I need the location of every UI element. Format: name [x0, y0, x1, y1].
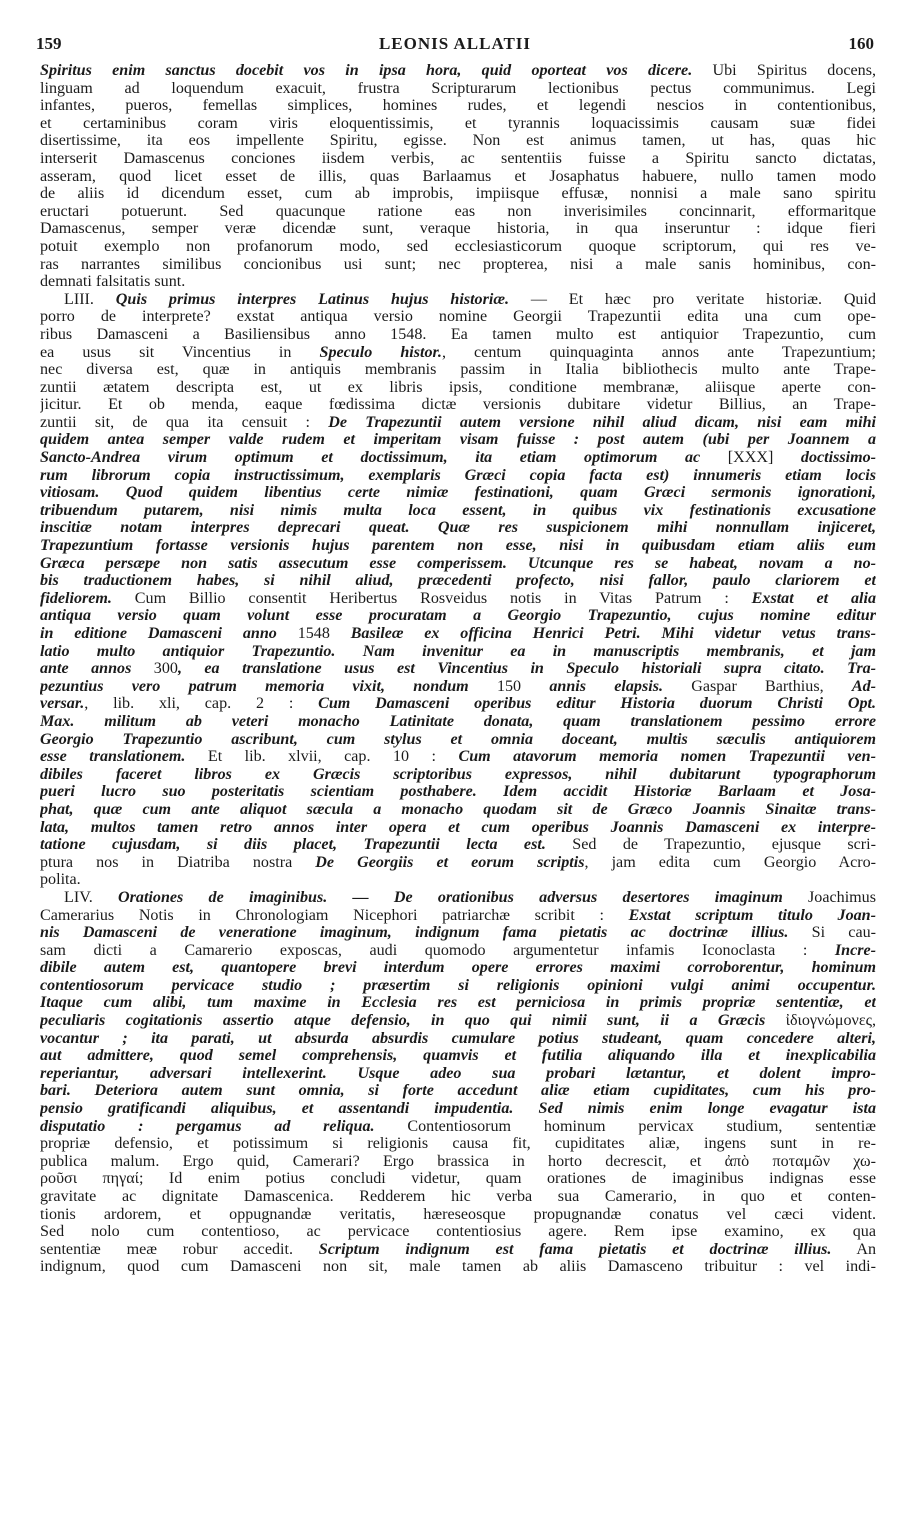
text-run: demnati falsitatis sunt. — [40, 273, 186, 291]
text-run: sententiæ meæ robur accedit. — [40, 1240, 319, 1258]
text-line — [40, 977, 876, 995]
italic-text-run: Cum atavorum memoria nomen Trapezuntii ven- — [458, 748, 876, 766]
italic-text-run: Incre- — [834, 941, 876, 959]
text-run: 1548 — [297, 625, 330, 642]
page-number-right: 160 — [848, 34, 874, 53]
text-line — [40, 854, 876, 872]
text-line — [40, 326, 876, 344]
text-run: ἰδιογνώμονες, — [785, 1012, 876, 1030]
text-line — [40, 695, 876, 713]
text-line — [40, 713, 876, 731]
text-line — [40, 836, 876, 854]
text-line — [40, 660, 876, 678]
text-run: Damascenus, semper veræ dicendæ sunt, veraque historia, in qua inseruntur : idque fieri — [40, 220, 876, 238]
text-line — [40, 1241, 876, 1259]
italic-text-run: , ea translatione usus est Vincentius in Speculo historiali supra citato. Tra- — [177, 660, 876, 678]
italic-text-run: pensio gratificandi aliquibus, et assentandi impudentia. Sed nimis enim longe evagatur ista — [40, 1100, 876, 1118]
text-line — [40, 431, 876, 449]
text-line — [40, 80, 876, 98]
text-run: — Et hæc pro veritate historiæ. Quid — [509, 290, 876, 308]
text-line — [40, 414, 876, 432]
italic-text-run: antiqua versio quam volunt esse procuratam a Georgio Trapezuntio, cujus nomine editur — [40, 607, 876, 625]
text-line — [40, 731, 876, 749]
text-run: Sed de Trapezuntio, ejusque scri- — [545, 836, 876, 854]
italic-text-run: Ad- — [851, 677, 876, 695]
text-run: porro de interprete? exstat antiqua versio nomine Georgii Trapezuntii edita una cum ope- — [40, 308, 876, 326]
text-run: interserit Damascenus conciones iisdem verbis, ac sententiis fuisse a Spiritu sancto dictatas, — [40, 149, 876, 167]
italic-text-run: De Georgiis et eorum scriptis — [315, 853, 585, 871]
text-run: de aliis id dicendum esset, cum ab improbis, impiisque effusæ, nonnisi a male sano spiritu — [40, 185, 876, 203]
text-run: disertissime, ita eos impellente Spiritu, egisse. Non est animus tamen, ut has, quas hic — [40, 132, 876, 150]
text-line — [40, 484, 876, 502]
text-line — [40, 150, 876, 168]
text-run: tionis ardorem, et oppugnandæ veritatis, hæreseosque propugnandæ conatus vel cæci vident. — [40, 1205, 876, 1223]
text-line — [40, 519, 876, 537]
text-line — [40, 1223, 876, 1241]
text-run: indignum, quod cum Damasceni non sit, male tamen ab aliis Damasceno tribuitur : vel indi- — [40, 1258, 876, 1276]
text-run: ea usus sit Vincentius in — [40, 343, 320, 361]
italic-text-run: vitiosam. Quod quidem libentius certe nimiæ festinationi, quam Græci sermonis ignorationi, — [40, 484, 876, 502]
italic-text-run: Sancto-Andrea virum optimum et doctissimum, ita etiam optimorum ac — [40, 449, 728, 467]
italic-text-run: Trapezuntium fortasse versionis hujus parentem non esse, nisi in quibusdam etiam aliis eum — [40, 537, 876, 555]
text-line — [40, 924, 876, 942]
running-title: LEONIS ALLATII — [378, 34, 532, 53]
italic-text-run: tribuendum putarem, nisi nimis multa loca essent, in quibus vix festinationis excusatione — [40, 501, 876, 519]
text-line — [40, 748, 876, 766]
text-line — [40, 1012, 876, 1030]
text-line — [40, 132, 876, 150]
italic-text-run: in editione Damasceni anno — [40, 625, 298, 642]
italic-text-run: contentiosorum pervicace studio ; præsertim si religionis opinioni vulgi animi occupentur. — [40, 976, 876, 994]
italic-text-run: doctissimo- — [773, 449, 876, 467]
italic-text-run: quidem antea semper valde rudem et imperitam visam fuisse : post autem (ubi per Joannem a — [40, 431, 876, 449]
text-line — [40, 607, 876, 625]
text-line — [40, 643, 876, 661]
text-line — [40, 625, 876, 643]
text-run: zuntii ætatem descripta est, ut ex libris ipsis, conditione membranæ, aliisque aperte con- — [40, 378, 876, 396]
italic-text-run: annis elapsis. — [521, 677, 663, 695]
italic-text-run: disputatio : pergamus ad reliqua. — [40, 1117, 375, 1135]
text-run: et certaminibus coram viris eloquentissimis, et tyrannis loquacissimis causam suæ fidei — [40, 114, 876, 132]
italic-text-run: dibile autem est, quantopere brevi interdum opere errores maximi corroborentur, hominum — [40, 959, 876, 977]
text-run: infantes, pueros, femellas simplices, homines rudes, et legendi nescios in contentionibus, — [40, 97, 876, 115]
italic-text-run: aut admittere, quod semel comprehensis, quamvis et futilia aliquando illa et inexplicabilia — [40, 1047, 876, 1065]
text-line — [40, 1170, 876, 1188]
text-line — [40, 502, 876, 520]
text-line — [40, 256, 876, 274]
page-number-left: 159 — [36, 34, 62, 53]
italic-text-run: phat, quæ cum ante aliquot sæcula a monacho quodam sit de Græco Joannis Sinaitæ trans- — [40, 800, 876, 818]
text-run: sam dicti a Camarerio exposcas, audi quomodo argumentetur infamis Iconoclasta : — [40, 941, 835, 959]
text-line — [40, 203, 876, 221]
text-run: , lib. xli, cap. 2 : — [84, 695, 319, 713]
italic-text-run: Spiritus enim sanctus docebit vos in ipsa hora, quid oporteat vos dicere. — [40, 62, 693, 79]
text-line — [40, 907, 876, 925]
italic-text-run: pezuntius vero patrum memoria vixit, nondum — [40, 677, 497, 695]
text-run: nec diversa est, quæ in antiquis membranis passim in Italia bibliothecis multo ante Trape- — [40, 361, 876, 379]
text-run: zuntii sit, de qua ita censuit : — [40, 413, 329, 431]
text-run: gravitate ac dignitate Damascenica. Redderem hic verba sua Camerario, in quo et conten- — [40, 1188, 876, 1205]
italic-text-run: Quis primus interpres Latinus hujus historiæ. — [115, 290, 509, 308]
text-line — [40, 537, 876, 555]
text-line — [40, 396, 876, 414]
italic-text-run: Scriptum indignum est fama pietatis et doctrinæ illius. — [318, 1240, 832, 1258]
text-line — [40, 942, 876, 960]
text-line — [40, 555, 876, 573]
italic-text-run: Exstat scriptum titulo Joan- — [628, 906, 876, 924]
text-run: Ubi Spiritus docens, — [692, 62, 876, 79]
text-run: Et lib. xlvii, cap. 10 : — [185, 748, 459, 766]
text-line — [40, 168, 876, 186]
text-run: polita. — [40, 871, 81, 889]
italic-text-run: bari. Deteriora autem sunt omnia, si forte accedunt aliæ etiam cupiditates, cum his pro- — [40, 1082, 876, 1100]
text-run: Gaspar Barthius, — [662, 677, 852, 695]
text-line — [40, 115, 876, 133]
text-line — [40, 801, 876, 819]
italic-text-run: lata, multos tamen retro annos inter opera et cum operibus Joannis Damasceni ex interpre- — [40, 818, 876, 836]
text-run: publica malum. Ergo quid, Camerari? Ergo brassica in horto decrescit, et ἀπὸ ποταμῶν χω- — [40, 1152, 876, 1170]
text-line — [40, 291, 876, 309]
italic-text-run: Orationes de imaginibus. — De orationibus adversus desertores imaginum — [118, 888, 783, 906]
text-line — [40, 344, 876, 362]
text-line — [40, 994, 876, 1012]
italic-text-run: fideliorem. — [40, 589, 112, 607]
text-line — [40, 273, 876, 291]
text-run: 300 — [153, 660, 178, 678]
text-line — [40, 1206, 876, 1224]
italic-text-run: De Trapezuntii autem versione nihil aliud dicam, nisi eam mihi — [328, 413, 876, 431]
text-run: [XXX] — [727, 449, 774, 467]
italic-text-run: Græca persæpe non satis assecutum esse comperissem. Utcunque res se habeat, novam a no- — [40, 554, 876, 572]
italic-text-run: dibiles faceret libros ex Græcis scriptoribus expressos, nihil dubitarunt typographorum — [40, 765, 876, 783]
text-run: LIII. — [64, 290, 116, 308]
text-line — [40, 361, 876, 379]
text-line — [40, 783, 876, 801]
text-run: Sed nolo cum contentioso, ac pervicace contentiosius agere. Rem ipse examino, ex qua — [40, 1223, 876, 1241]
text-line — [40, 1118, 876, 1136]
italic-text-run: Itaque cum alibi, tum maxime in Ecclesia res est perniciosa in primis propriæ sententiæ, et — [40, 994, 876, 1012]
italic-text-run: ante annos — [40, 660, 154, 678]
italic-text-run: rum librorum copia instructissimum, exemplaris Græci copia facta est) innumeris etiam locis — [40, 466, 876, 484]
italic-text-run: versar. — [40, 695, 85, 713]
text-line — [40, 97, 876, 115]
text-run: ροῦσι πηγαί; Id enim potius concludi videtur, quam orationes de imaginibus indignas esse — [40, 1170, 876, 1188]
italic-text-run: Speculo histor. — [319, 343, 442, 361]
text-line — [40, 1030, 876, 1048]
text-run: ras narrantes similibus concionibus usi sunt; nec propterea, nisi a male sanis hominibus, con- — [40, 255, 876, 273]
text-line — [40, 1135, 876, 1153]
text-run: propriæ defensio, et potissimum si religionis causa fit, cupiditates aliæ, ingens sunt in re- — [40, 1135, 876, 1153]
text-run: ptura nos in Diatriba nostra — [40, 853, 316, 871]
page-header — [36, 34, 874, 58]
text-line — [40, 220, 876, 238]
text-line — [40, 467, 876, 485]
italic-text-run: reperiantur, adversari intellexerint. Usque adeo sua probari lætantur, et dolent impro- — [40, 1064, 876, 1082]
text-run: Cum Billio consentit Heribertus Rosveidus notis in Vitas Patrum : — [111, 589, 752, 607]
italic-text-run: latio multo antiquior Trapezuntio. Nam invenitur ea in manuscriptis membranis, et jam — [40, 642, 876, 660]
text-run: , jam edita cum Georgio Acro- — [584, 853, 876, 871]
text-line — [40, 185, 876, 203]
italic-text-run: Max. militum ab veteri monacho Latinitate donata, quam translationem pessimo errore — [40, 712, 876, 730]
text-line — [40, 1188, 876, 1206]
italic-text-run: pueri lucro suo posteritatis scientiam posthabere. Idem accidit Historiæ Barlaam et Josa- — [40, 783, 876, 801]
italic-text-run: inscitiæ notam interpres deprecari queat. Quæ res suspicionem mihi nonnullam injiceret, — [40, 519, 876, 537]
italic-text-run: Cum Damasceni operibus editur Historia duorum Christi Opt. — [318, 695, 876, 713]
text-run: Camerarius Notis in Chronologiam Nicephori patriarchæ scribit : — [40, 906, 629, 924]
text-run: Si cau- — [788, 924, 876, 942]
italic-text-run: peculiaris cogitationis assertio atque defensio, in quo qui nimii sunt, ii a Græcis — [40, 1012, 786, 1030]
text-line — [40, 238, 876, 256]
italic-text-run: esse translationem. — [40, 748, 186, 766]
text-run: LIV. — [64, 888, 119, 906]
italic-text-run: Georgio Trapezuntio ascribunt, cum stylus et omnia doceant, multis sæculis antiquiorem — [40, 730, 876, 748]
text-run: 150 — [496, 677, 522, 695]
body-text — [40, 62, 876, 1532]
text-run: An — [831, 1240, 876, 1258]
text-run: jicitur. Et ob menda, eaque fœdissima dictæ versionis dubitare videtur Billius, an Trape- — [40, 396, 876, 414]
text-line — [40, 1047, 876, 1065]
text-run: linguam ad loquendum exacuit, frustra Scripturarum lectionibus pectus communimus. Legi — [40, 79, 876, 97]
text-line — [40, 62, 876, 80]
text-line — [40, 871, 876, 889]
text-line — [40, 1153, 876, 1171]
text-line — [40, 572, 876, 590]
text-line — [40, 1082, 876, 1100]
text-line — [40, 819, 876, 837]
text-line — [40, 766, 876, 784]
text-line — [40, 678, 876, 696]
text-run: eructari potuerunt. Sed quacunque ratione eas non inverisimiles concinnarit, efformaritque — [40, 202, 876, 220]
text-run: potuit exemplo non profanorum modo, sed ecclesiasticorum quoque scriptorum, qui res ve- — [40, 237, 876, 255]
text-line — [40, 1065, 876, 1083]
text-line — [40, 379, 876, 397]
text-run: asseram, quod licet esset de illis, quas Barlaamus et Josaphatus habuere, nullo tamen modo — [40, 167, 876, 185]
text-line — [40, 1258, 876, 1276]
italic-text-run: bis traductionem habes, si nihil aliud, præcedenti profecto, nisi fallor, paulo clariorem et — [40, 572, 876, 590]
italic-text-run: Basileæ ex officina Henrici Petri. Mihi videtur vetus trans- — [329, 625, 876, 642]
text-line — [40, 308, 876, 326]
text-run: ribus Damasceni a Basiliensibus anno 1548. Ea tamen multo est antiquior Trapezuntio, cum — [40, 325, 876, 343]
text-run: Joachimus — [782, 888, 876, 906]
italic-text-run: Exstat et alia — [751, 589, 876, 607]
italic-text-run: nis Damasceni de veneratione imaginum, indignum fama pietatis ac doctrinæ illius. — [40, 924, 789, 942]
text-line — [40, 590, 876, 608]
text-run: , centum quinquaginta annos ante Trapezuntium; — [441, 343, 876, 361]
text-line — [40, 889, 876, 907]
text-line — [40, 959, 876, 977]
text-line — [40, 1100, 876, 1118]
italic-text-run: tatione cujusdam, si diis placet, Trapezuntii lecta est. — [40, 836, 546, 854]
text-run: Contentiosorum hominum pervicax studium, sententiæ — [374, 1117, 876, 1135]
text-line — [40, 449, 876, 467]
italic-text-run: vocantur ; ita parati, ut absurda absurdis cumulare potius studeant, quam concedere alteri, — [40, 1029, 876, 1047]
